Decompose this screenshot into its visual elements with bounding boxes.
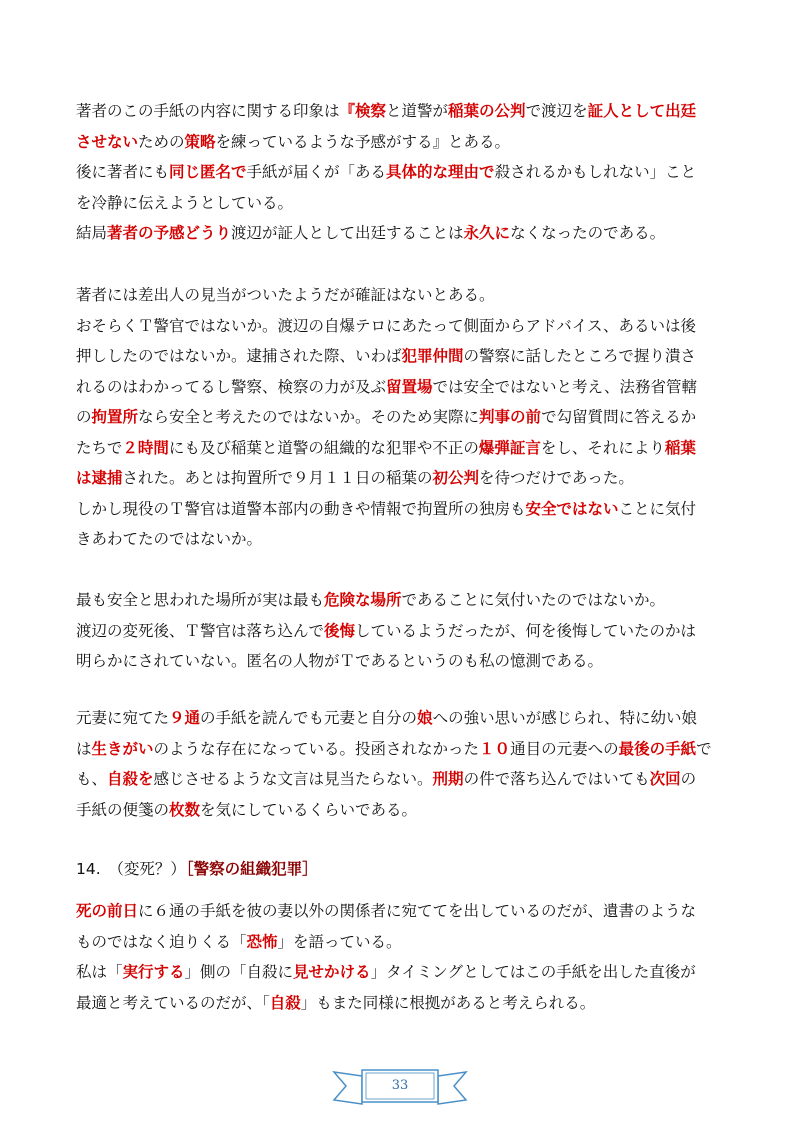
text-line: [76, 188, 724, 219]
text-line: [76, 463, 724, 494]
paragraph-letters-to-ex-wife: [76, 703, 724, 825]
highlighted-text: ２時間: [122, 438, 169, 457]
text-segment: 」側の「自殺に: [184, 963, 294, 981]
text-segment: の手紙を読んでも元妻と自分の: [200, 709, 418, 727]
text-segment: 著者のこの手紙の内容に関する印象は: [76, 102, 340, 120]
text-segment: を待つだけであった。: [479, 469, 634, 487]
highlighted-text: 次回: [649, 770, 681, 788]
highlighted-text: 恐怖: [246, 932, 278, 951]
section-heading: [76, 854, 724, 885]
text-segment: しているようだったが、何を後悔していたのかは: [355, 621, 697, 640]
highlighted-text: ９通: [169, 709, 201, 727]
highlighted-text: 『検察: [339, 102, 387, 120]
section-heading-line: [76, 854, 724, 885]
text-segment: 渡辺の変死後、Ｔ警官は落ち込んで: [76, 621, 325, 640]
paragraph-impression: [76, 96, 724, 249]
text-segment: たちで: [76, 438, 123, 457]
text-line: [76, 311, 724, 342]
text-segment: 」を語っている。: [277, 932, 402, 951]
highlighted-text: 死の前日: [76, 902, 139, 920]
text-segment: ことに気付: [618, 499, 697, 518]
text-segment: 私は「: [76, 963, 123, 981]
highlighted-text: 見せかける: [293, 963, 371, 981]
page-footer: [330, 1062, 470, 1110]
text-segment: 結局: [76, 224, 108, 242]
text-segment: への強い思いが感じられ、特に幼い娘: [432, 709, 697, 727]
highlighted-text: 自殺を: [107, 770, 154, 788]
text-segment: の警察に話したところで握り潰さ: [463, 347, 696, 365]
text-segment: 最も安全と思われた場所が実は最も: [76, 591, 325, 609]
text-segment: 手紙が届くが「ある: [246, 163, 387, 181]
text-segment: の: [76, 408, 92, 426]
text-segment: を冷静に伝えようとしている。: [76, 193, 294, 212]
text-line: [76, 127, 724, 158]
text-segment: 殺されるかもしれない」こと: [494, 163, 697, 181]
text-segment: では安全ではないと考え、法務省管轄: [432, 377, 697, 396]
text-line: [76, 585, 724, 616]
text-line: [76, 494, 724, 525]
text-segment: 渡辺が証人として出廷することは: [231, 224, 464, 242]
text-line: [76, 218, 724, 249]
text-line: [76, 280, 724, 311]
text-line: [76, 988, 724, 1019]
text-segment: であることに気付いたのではないか。: [401, 591, 666, 609]
highlighted-text: 留置場: [386, 377, 433, 396]
text-segment: 明らかにされていない。匿名の人物がＴであるというのも私の憶測である。: [76, 652, 604, 670]
text-line: [76, 616, 724, 647]
text-segment: で: [696, 739, 712, 758]
text-segment: に６通の手紙を彼の妻以外の関係者に宛ててを出しているのだが、遺書のような: [138, 902, 697, 920]
text-segment: 14. （変死？）: [76, 860, 186, 878]
text-line: [76, 96, 724, 127]
text-segment: 著者には差出人の見当がついたようだが確証はないとある。: [76, 286, 495, 304]
text-segment: 感じさせるような文言は見当たらない。: [153, 770, 433, 788]
highlighted-text: 著者の予感どうり: [107, 224, 232, 242]
page-number: 33: [391, 1078, 409, 1093]
highlighted-text: 最後の手紙: [618, 739, 697, 758]
highlighted-text: 実行する: [122, 963, 185, 981]
text-segment: なら安全と考えたのではないか。そのため実際に: [138, 408, 480, 426]
text-line: [76, 734, 724, 765]
text-segment: と道警が: [386, 102, 449, 120]
highlighted-text: 永久に: [463, 224, 511, 242]
text-line: [76, 372, 724, 403]
text-segment: 」もまた同様に根拠があると考えられる。: [300, 993, 596, 1012]
text-line: [76, 764, 724, 795]
text-segment: を練っているような予感がする』とある。: [215, 132, 511, 151]
text-segment: は: [76, 739, 92, 758]
highlighted-text: 初公判: [432, 469, 480, 487]
highlighted-text: 稲葉: [664, 438, 696, 457]
text-line: [76, 433, 724, 464]
text-segment: 元妻に宛てた: [76, 709, 170, 727]
text-segment: ための: [138, 132, 185, 151]
highlighted-text: 策略: [184, 132, 216, 151]
text-segment: 後に著者にも: [76, 163, 170, 181]
highlighted-text: 安全ではない: [525, 499, 619, 518]
text-line: [76, 524, 724, 555]
text-segment: の: [680, 770, 697, 788]
paragraph-day-before-death: [76, 896, 724, 1018]
text-segment: をし、それにより: [540, 438, 665, 457]
text-line: [76, 957, 724, 988]
text-segment: しかし現役のＴ警官は道警本部内の動きや情報で拘置所の独房も: [76, 499, 526, 518]
highlighted-text: １０: [479, 739, 511, 758]
heading-tag: ［警察の組織犯罪］: [185, 860, 318, 878]
highlighted-text: 拘置所: [91, 408, 139, 426]
text-segment: を気にしているくらいである。: [200, 800, 418, 819]
text-segment: の件で落ち込んではいても: [463, 770, 650, 788]
paragraph-sender-guess: [76, 280, 724, 555]
text-segment: にも及び稲葉と道警の組織的な犯罪や不正の: [168, 438, 479, 457]
highlighted-text: 稲葉の公判: [448, 102, 526, 120]
paragraph-dangerous-place: [76, 585, 724, 677]
text-segment: 」タイミングとしてはこの手紙を出した直後が: [370, 963, 696, 981]
text-segment: 通目の元妻への: [510, 739, 619, 758]
text-segment: も、: [76, 770, 108, 788]
text-segment: で勾留質問に答えるか: [541, 408, 697, 426]
text-segment: 手紙の便箋の: [76, 800, 170, 819]
text-line: [76, 646, 724, 677]
text-line: [76, 402, 724, 433]
highlighted-text: 後悔: [324, 621, 356, 640]
text-segment: された。あとは拘置所で９月１１日の稲葉の: [122, 469, 433, 487]
text-segment: ものではなく迫りくる「: [76, 932, 247, 951]
highlighted-text: 危険な場所: [324, 591, 402, 609]
text-segment: 押ししたのではないか。逮捕された際、いわば: [76, 347, 402, 365]
highlighted-text: 判事の前: [479, 408, 542, 426]
text-segment: きあわてたのではないか。: [76, 530, 263, 548]
text-segment: れるのはわかってるし警察、検察の力が及ぶ: [76, 377, 387, 396]
text-segment: のような存在になっている。投函されなかった: [153, 739, 480, 758]
text-line: [76, 703, 724, 734]
text-segment: 最適と考えているのだが、「: [76, 993, 270, 1012]
text-line: [76, 896, 724, 927]
highlighted-text: 具体的な理由で: [386, 163, 495, 181]
highlighted-text: は逮捕: [76, 469, 123, 487]
highlighted-text: 同じ匿名で: [169, 163, 247, 181]
highlighted-text: 犯罪仲間: [401, 347, 464, 365]
highlighted-text: させない: [76, 132, 139, 151]
text-segment: で渡辺を: [525, 102, 588, 120]
text-segment: なくなったのである。: [510, 224, 666, 242]
highlighted-text: 刑期: [432, 770, 464, 788]
text-line: [76, 927, 724, 958]
text-segment: おそらくＴ警官ではないか。渡辺の自爆テロにあたって側面からアドバイス、あるいは後: [76, 316, 697, 335]
highlighted-text: 自殺: [269, 993, 301, 1012]
highlighted-text: 枚数: [169, 800, 201, 819]
highlighted-text: 爆弾証言: [478, 438, 541, 457]
highlighted-text: 娘: [417, 709, 433, 727]
text-line: [76, 341, 724, 372]
highlighted-text: 生きがい: [91, 739, 154, 758]
text-line: [76, 157, 724, 188]
text-line: [76, 795, 724, 826]
highlighted-text: 証人として出廷: [587, 102, 697, 120]
